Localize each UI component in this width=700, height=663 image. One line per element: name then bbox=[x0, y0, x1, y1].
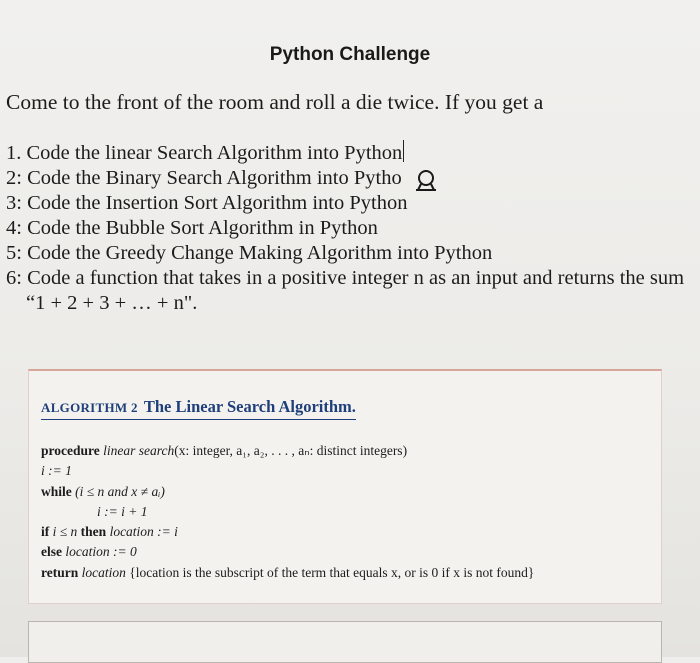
list-item: 2: Code the Binary Search Algorithm into Pytho bbox=[6, 167, 402, 189]
code-line: else location := 0 bbox=[41, 544, 137, 560]
algorithm-name: The Linear Search Algorithm. bbox=[143, 397, 356, 416]
algorithm-label: ALGORITHM 2 bbox=[41, 400, 138, 415]
code-line: while (i ≤ n and x ≠ aᵢ) bbox=[41, 483, 165, 499]
list-item: 5: Code the Greedy Change Making Algorithm into Python bbox=[6, 242, 493, 264]
algorithm-heading bbox=[41, 397, 356, 420]
pseudocode bbox=[41, 441, 656, 583]
code-line: i := 1 bbox=[41, 463, 72, 479]
task-list bbox=[6, 140, 696, 316]
code-line: procedure linear search(x: integer, a₁, a₂, . . . , aₙ: distinct integers) bbox=[41, 443, 408, 458]
code-line: i := i + 1 bbox=[97, 503, 148, 519]
list-item: 6: Code a function that takes in a positive integer n as an input and returns the sum “1 + 2 + 3 + … + n". bbox=[6, 267, 685, 314]
list-item: 4: Code the Bubble Sort Algorithm in Python bbox=[6, 217, 378, 239]
code-line: if i ≤ n then location := i bbox=[41, 524, 178, 540]
magnifier-cursor-icon bbox=[414, 168, 438, 192]
list-item: 3: Code the Insertion Sort Algorithm into Python bbox=[6, 192, 408, 214]
page-title: Python Challenge bbox=[269, 44, 431, 65]
code-line: return location {location is the subscript of the term that equals x, or is 0 if x is not found} bbox=[41, 564, 535, 580]
algorithm-box bbox=[28, 369, 662, 604]
text-cursor bbox=[403, 140, 404, 162]
intro-text: Come to the front of the room and roll a die twice. If you get a bbox=[6, 90, 544, 114]
list-item: 1. Code the linear Search Algorithm into Python bbox=[6, 142, 403, 164]
